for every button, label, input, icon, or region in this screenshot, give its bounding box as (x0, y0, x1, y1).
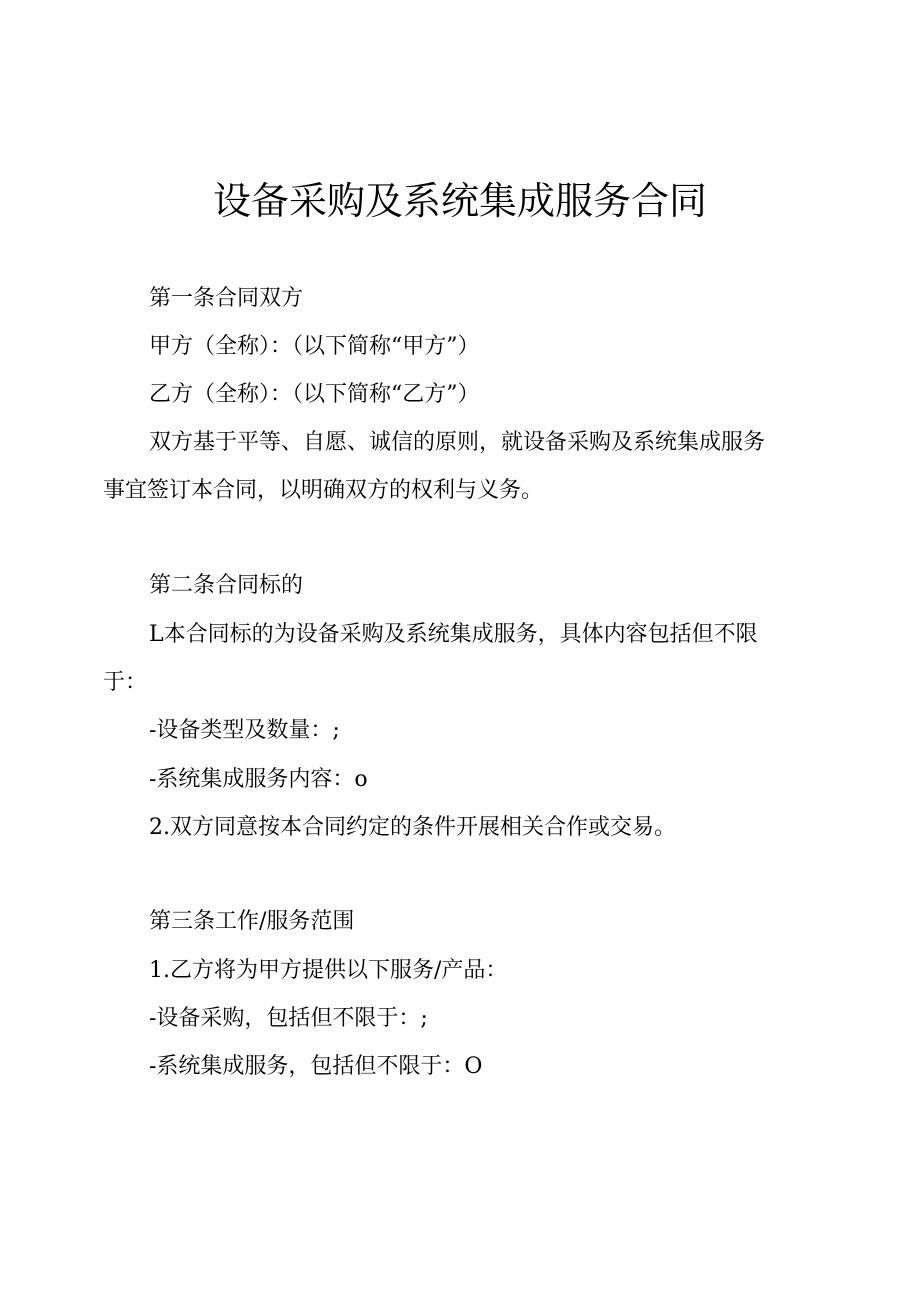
equipment-item: -设备类型及数量：; (149, 718, 340, 743)
preamble-line-1: 双方基于平等、自愿、诚信的原则，就设备采购及系统集成服务 (149, 430, 766, 455)
subject-line-2: 于： (103, 670, 148, 695)
preamble-line-2: 事宜签订本合同，以明确双方的权利与义务。 (103, 478, 544, 503)
procurement-item: -设备采购，包括但不限于：; (149, 1006, 428, 1031)
integration-item: -系统集成服务内容：o (149, 767, 368, 792)
section-heading-3: 第三条工作/服务范围 (149, 909, 355, 934)
section-heading-1: 第一条合同双方 (149, 286, 304, 311)
agreement-line: 2.双方同意按本合同约定的条件开展相关合作或交易。 (149, 815, 676, 840)
party-b-line: 乙方（全称）：（以下简称“乙方”） (149, 382, 480, 407)
subject-line-1: L本合同标的为设备采购及系统集成服务，具体内容包括但不限 (149, 622, 758, 647)
scope-line: 1.乙方将为甲方提供以下服务/产品： (149, 958, 508, 983)
section-heading-2: 第二条合同标的 (149, 573, 304, 598)
integration-service-item: -系统集成服务，包括但不限于：O (149, 1054, 483, 1079)
document-title: 设备采购及系统集成服务合同 (212, 179, 707, 223)
party-a-line: 甲方（全称）：（以下简称“甲方”） (149, 334, 480, 359)
